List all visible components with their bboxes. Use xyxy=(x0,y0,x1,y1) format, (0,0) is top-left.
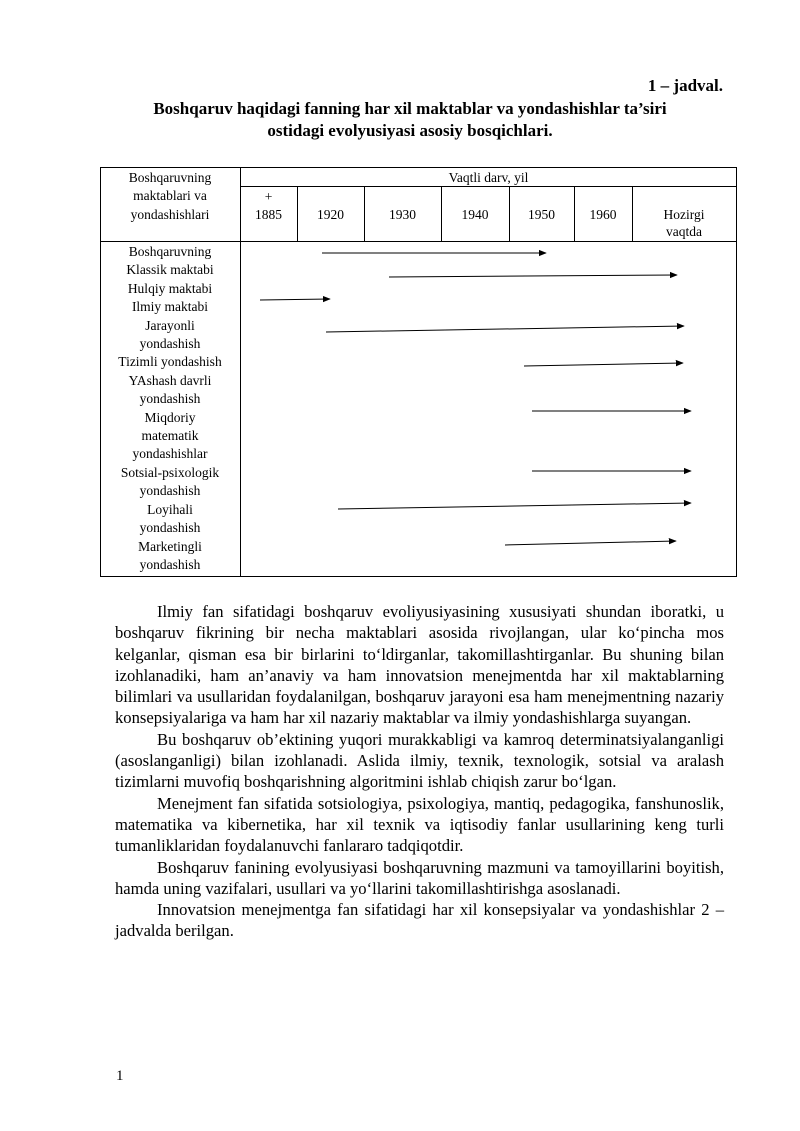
row-label-line: yondashish xyxy=(139,336,201,352)
row-label-line: matematik xyxy=(141,428,199,444)
arrow-jarayonli xyxy=(326,326,684,332)
row-label-line: Tizimli yondashish xyxy=(118,354,222,370)
arrow-loyihali xyxy=(505,541,676,545)
arrow-hulqiy-maktab xyxy=(389,275,677,277)
arrow-sotsial-psixologik xyxy=(338,503,691,509)
row-label-line: yondashish xyxy=(139,556,201,572)
paragraph: Boshqaruv fanining evolyusiyasi boshqaruvning mazmuni va tamoyillarini boyitish, hamda uning vazifalari, usullari va yo‘llarini takomillashtirishga asoslanadi. xyxy=(115,857,724,898)
year-1950: 1950 xyxy=(528,207,555,222)
row-label-line: Marketingli xyxy=(138,538,202,554)
row-label-line: Sotsial-psixologik xyxy=(120,464,220,480)
row-label-line: Boshqaruvning xyxy=(128,244,212,259)
row-label-line: yondashish xyxy=(139,520,201,536)
caption-line-1: Boshqaruv haqidagi fanning har xil maktablar va yondashishlar ta’siri xyxy=(153,99,667,118)
row-label-line: Miqdoriy xyxy=(144,409,196,425)
year-1930: 1930 xyxy=(389,207,416,222)
year-1920: 1920 xyxy=(317,207,344,222)
paragraph: Ilmiy fan sifatidagi boshqaruv evoliyusiyasining xususiyati shundan iboratki, u boshqaruv fikrining bir necha maktablari asosida rivojlangan, ular ko‘pincha mos kelganlar, qisman esa bir birlarini to‘ldirganlar, takomillashtirganlar. Bu shuning bilan izohlanadiki, ham an’anaviy va ham innovatsion menejmentda har xil maktablarning bilimlari va usullaridan foydalanilgan, boshqaruv jarayoni esa ham menejmentning nazariy konsepsiyalariga va ham har xil nazariy maktablar va ilmiy yondashishlarga suyangan. xyxy=(115,602,724,728)
row-label-line: Ilmiy maktabi xyxy=(131,299,209,315)
paragraph: Innovatsion menejmentga fan sifatidagi har xil konsepsiyalar va yondashishlar 2 – jadvalda berilgan. xyxy=(115,900,724,941)
row-label-line: yondashishlar xyxy=(132,446,208,462)
time-header: Vaqtli darv, yil xyxy=(448,170,529,185)
table-number: 1 – jadval. xyxy=(647,76,723,95)
row-label-line: Hulqiy maktabi xyxy=(127,280,213,296)
body-text xyxy=(115,601,724,942)
row-label-line: Klassik maktabi xyxy=(126,262,214,278)
evolution-table xyxy=(100,167,737,577)
paragraph: Menejment fan sifatida sotsiologiya, psixologiya, mantiq, pedagogika, fanshunoslik, matematika va kibernetika, har xil texnik va iqtisodiy fanlar usullarining keng turli tumanliklaridan foydalanuvchi fanlararo tadqiqotdir. xyxy=(115,793,724,856)
col1-header: Boshqaruvning maktablari va yondashishlari xyxy=(128,170,212,222)
timeline-arrows xyxy=(100,167,737,577)
row-label-line: Loyihali xyxy=(147,501,193,517)
table-caption xyxy=(110,98,710,142)
year-1940: 1940 xyxy=(461,207,489,222)
row-label-line: YAshash davrli xyxy=(128,372,212,388)
year-1885: + 1885 xyxy=(255,189,282,223)
arrow-ilmiy-maktab xyxy=(260,299,330,300)
year-current: Hozirgi vaqtda xyxy=(663,207,705,239)
caption-line-2: ostidagi evolyusiyasi asosiy bosqichlari. xyxy=(267,121,553,140)
row-label-line: yondashish xyxy=(139,483,201,499)
page-number: 1 xyxy=(116,1068,124,1084)
arrow-tizimli xyxy=(524,363,683,366)
row-label-line: Jarayonli xyxy=(145,317,195,333)
year-1960: 1960 xyxy=(589,207,617,222)
paragraph: Bu boshqaruv ob’ektining yuqori murakkabligi va kamroq determinatsiyalanganligi (asoslanganligi) bilan izohlanadi. Aslida ilmiy, texnik, texnologik, sotsial va aralash tizimlarni muvofiq boshqarishning algoritmini ishlab chiqish zarur bo‘lgan. xyxy=(115,729,724,792)
row-label-line: yondashish xyxy=(139,391,201,407)
